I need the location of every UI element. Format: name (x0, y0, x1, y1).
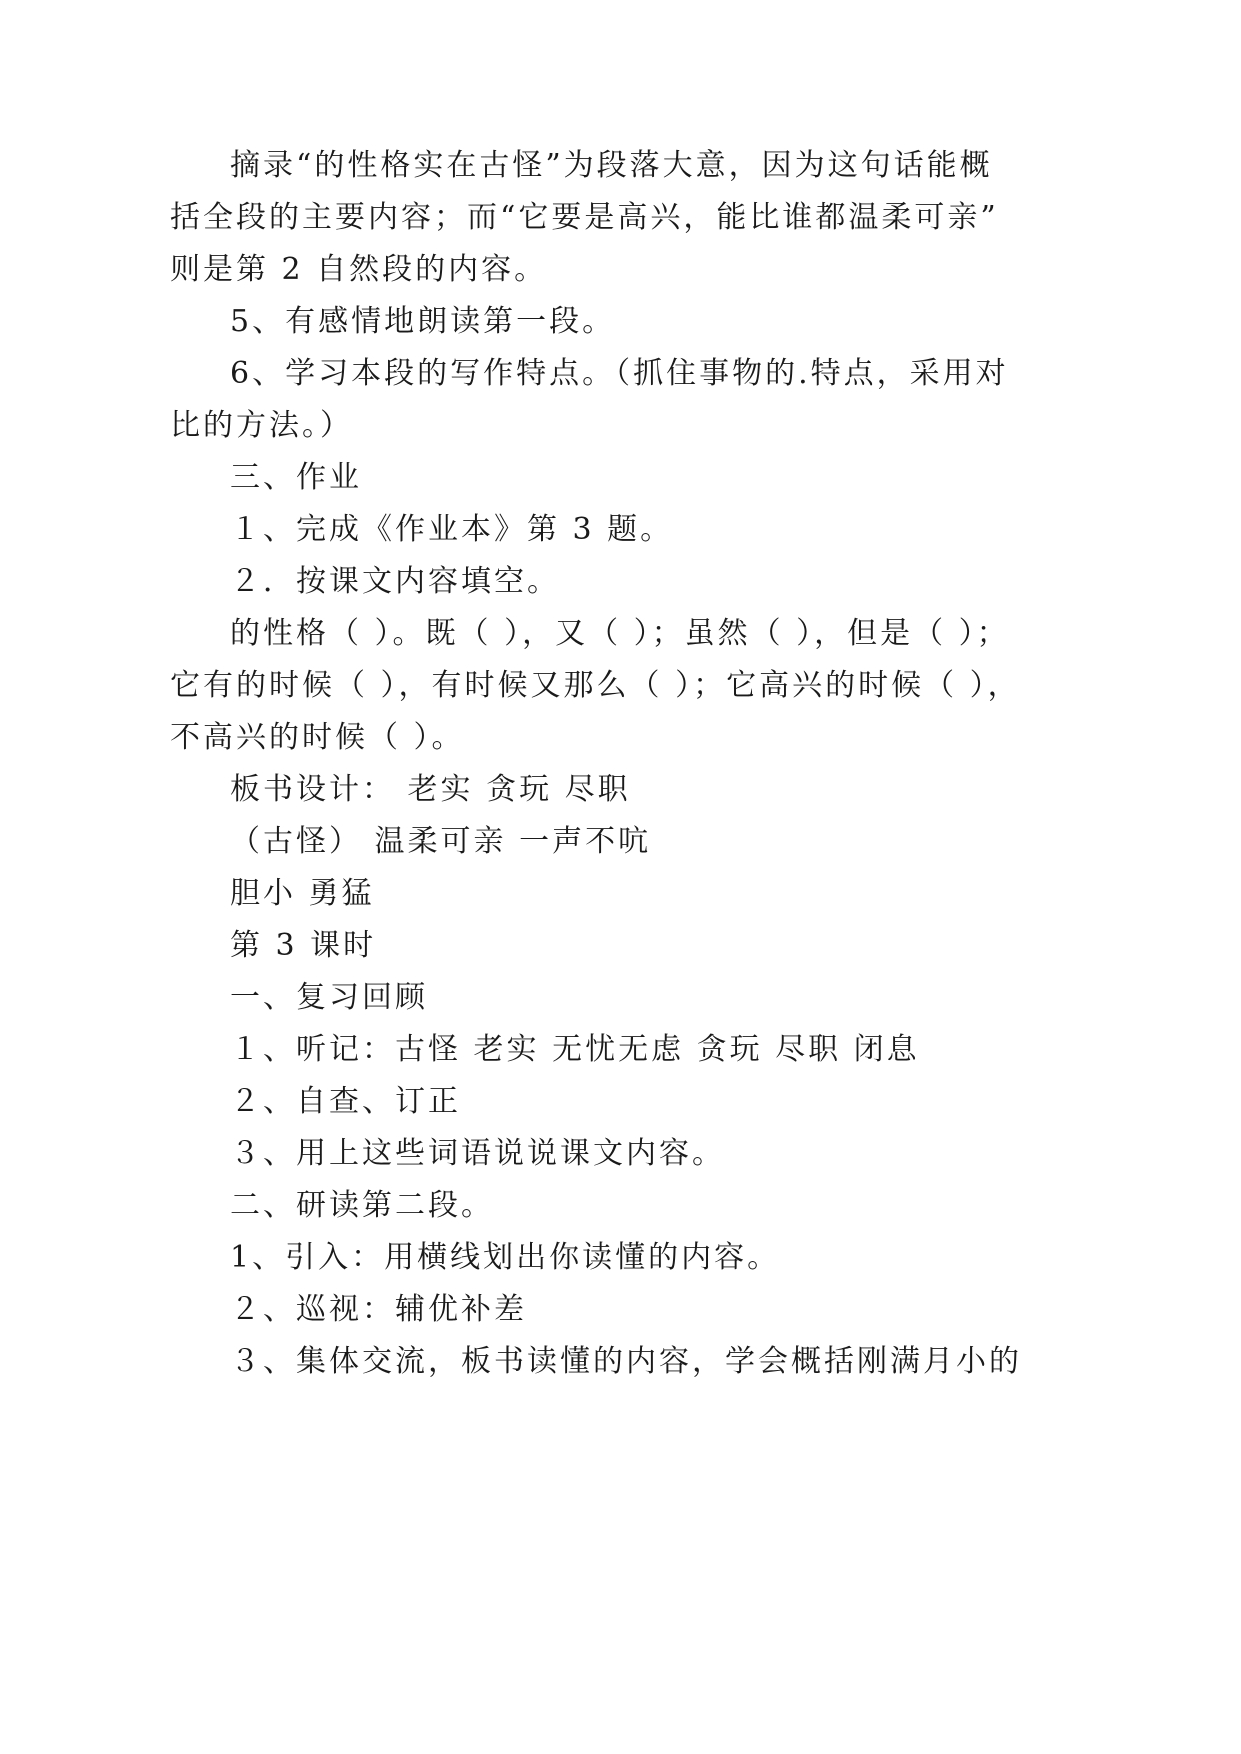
text-line: 括全段的主要内容；而“它要是高兴，能比谁都温柔可亲” (170, 200, 999, 235)
section-heading: 三、作业 (230, 460, 362, 495)
text-line: ３、用上这些词语说说课文内容。 (230, 1136, 725, 1171)
text-line: 比的方法。） (170, 408, 353, 443)
section-heading: 一、复习回顾 (230, 980, 428, 1015)
lesson-heading: 第 3 课时 (230, 928, 377, 963)
text-line: 摘录“的性格实在古怪”为段落大意，因为这句话能概 (230, 148, 993, 183)
text-line: 不高兴的时候（ ）。 (170, 720, 465, 755)
text-line: ２．按课文内容填空。 (230, 564, 560, 599)
blackboard-design: （古怪） 温柔可亲 一声不吭 (230, 824, 652, 859)
blackboard-design: 胆小 勇猛 (230, 876, 375, 911)
text-line: 5、有感情地朗读第一段。 (230, 304, 616, 339)
text-line: １、完成《作业本》第 3 题。 (230, 512, 674, 547)
text-line: 1、引入：用横线划出你读懂的内容。 (230, 1240, 781, 1275)
text-line: １、听记：古怪 老实 无忧无虑 贪玩 尽职 闭息 (230, 1032, 920, 1067)
text-line: 它有的时候（ ），有时候又那么（ ）；它高兴的时候（ ）， (170, 668, 1021, 703)
text-line: ２、自查、订正 (230, 1084, 461, 1119)
text-line: 的性格（ ）。既（ ），又（ ）；虽然（ ），但是（ ）； (230, 616, 1010, 651)
text-line: 则是第 2 自然段的内容。 (170, 252, 548, 287)
blackboard-design: 板书设计： 老实 贪玩 尽职 (230, 772, 631, 807)
section-heading: 二、研读第二段。 (230, 1188, 494, 1223)
text-line: 6、学习本段的写作特点。（抓住事物的.特点，采用对 (230, 356, 1009, 391)
text-line: ２、巡视：辅优补差 (230, 1292, 527, 1327)
text-line: ３、集体交流，板书读懂的内容，学会概括刚满月小的 (230, 1344, 1022, 1379)
